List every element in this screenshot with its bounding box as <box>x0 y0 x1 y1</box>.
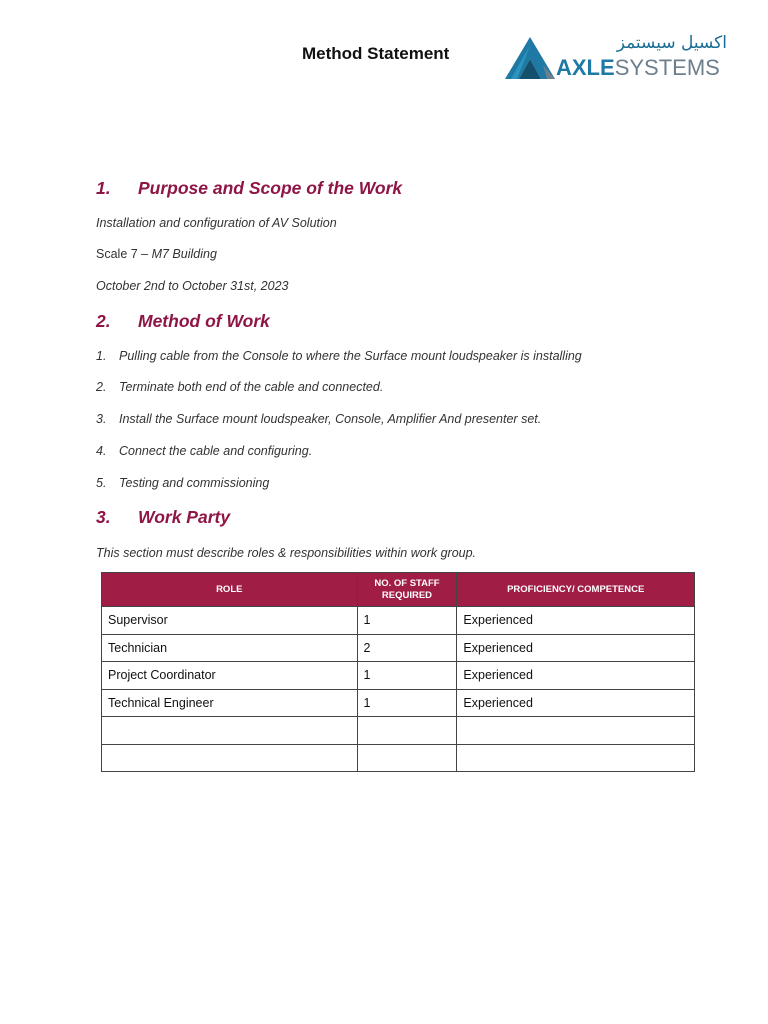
method-step <box>96 380 383 394</box>
step-text: Pulling cable from the Console to where the Surface mount loudspeaker is installing <box>119 349 582 363</box>
section-title: Work Party <box>138 507 231 527</box>
header-staff-required <box>357 573 457 607</box>
table-row <box>102 662 695 690</box>
section-title: Method of Work <box>138 311 270 331</box>
company-logo <box>503 33 729 83</box>
cell-staff: 1 <box>357 662 457 690</box>
cell-staff <box>357 717 457 745</box>
cell-staff <box>357 744 457 772</box>
table-row <box>102 689 695 717</box>
header-role: ROLE <box>102 573 358 607</box>
section-number: 3. <box>96 507 111 527</box>
cell-proficiency: Experienced <box>457 662 695 690</box>
cell-role <box>102 744 358 772</box>
method-step <box>96 444 312 458</box>
section-heading-method <box>96 311 270 332</box>
step-number: 4. <box>96 444 107 458</box>
step-text: Terminate both end of the cable and connected. <box>119 380 384 394</box>
section-number: 1. <box>96 178 111 198</box>
cell-proficiency: Experienced <box>457 607 695 635</box>
step-number: 3. <box>96 412 107 426</box>
step-number: 1. <box>96 349 107 363</box>
section-heading-work-party <box>96 507 230 528</box>
section-heading-purpose <box>96 178 402 199</box>
table-row <box>102 607 695 635</box>
cell-proficiency: Experienced <box>457 634 695 662</box>
location-name: M7 Building <box>151 247 217 261</box>
section-number: 2. <box>96 311 111 331</box>
step-text: Testing and commissioning <box>119 476 270 490</box>
work-party-intro: This section must describe roles & responsibilities within work group. <box>96 546 477 560</box>
scope-description: Installation and configuration of AV Solution <box>96 216 337 230</box>
header-staff-line2: REQUIRED <box>381 589 433 601</box>
step-text: Connect the cable and configuring. <box>119 444 313 458</box>
scope-date-range: October 2nd to October 31st, 2023 <box>96 279 289 293</box>
step-number: 2. <box>96 380 107 394</box>
work-party-table <box>101 572 695 772</box>
step-number: 5. <box>96 476 107 490</box>
document-title: Method Statement <box>302 44 450 63</box>
method-step <box>96 412 541 426</box>
cell-proficiency <box>457 744 695 772</box>
cell-staff: 1 <box>357 607 457 635</box>
cell-proficiency: Experienced <box>457 689 695 717</box>
cell-proficiency <box>457 717 695 745</box>
cell-staff: 2 <box>357 634 457 662</box>
table-row-empty <box>102 717 695 745</box>
step-text: Install the Surface mount loudspeaker, Console, Amplifier And presenter set. <box>119 412 542 426</box>
logo-wordmark-secondary: SYSTEMS <box>614 55 720 80</box>
logo-wordmark <box>556 55 720 81</box>
table-row <box>102 634 695 662</box>
scope-location <box>96 247 217 261</box>
cell-role: Project Coordinator <box>102 662 358 690</box>
cell-role <box>102 717 358 745</box>
cell-staff: 1 <box>357 689 457 717</box>
header-staff-line1: NO. OF STAFF <box>374 577 440 589</box>
cell-role: Supervisor <box>102 607 358 635</box>
method-step <box>96 476 269 490</box>
table-header-row <box>102 573 695 607</box>
cell-role: Technician <box>102 634 358 662</box>
logo-arabic-text: اكسيل سيستمز <box>616 33 727 53</box>
axle-triangle-icon <box>503 35 557 81</box>
method-step <box>96 349 582 363</box>
cell-role: Technical Engineer <box>102 689 358 717</box>
location-prefix: Scale 7 – <box>96 247 152 261</box>
section-title: Purpose and Scope of the Work <box>138 178 403 198</box>
logo-wordmark-primary: AXLE <box>556 55 615 80</box>
header-proficiency: PROFICIENCY/ COMPETENCE <box>457 573 695 607</box>
table-row-empty <box>102 744 695 772</box>
